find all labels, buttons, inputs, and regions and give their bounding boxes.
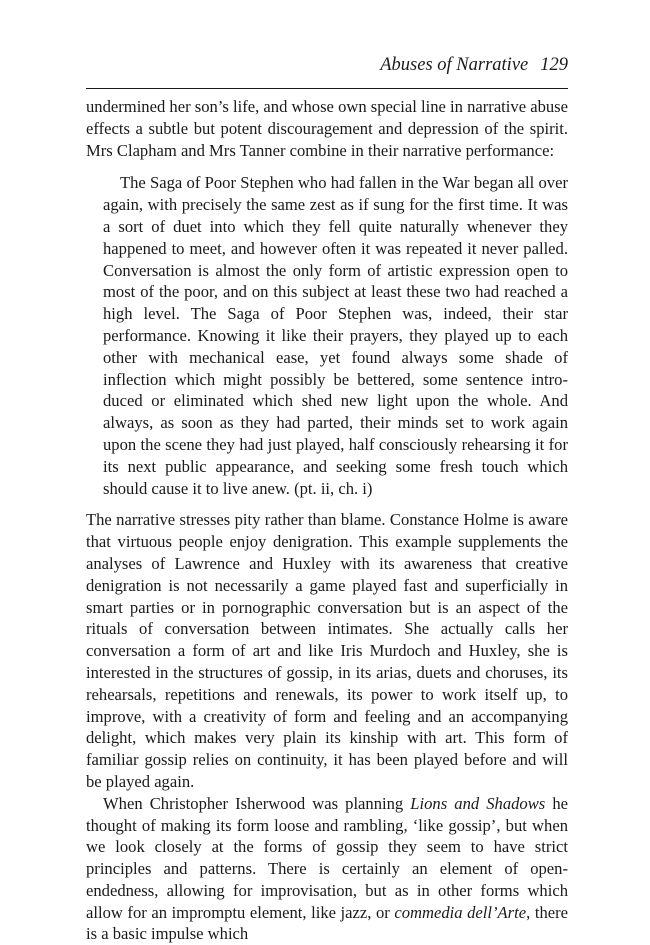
header-rule	[86, 88, 568, 89]
paragraph-2: The narrative stresses pity rather than blame. Constance Holme is aware that virtuous people enjoy denigration. This example supplements the analyses of Lawrence and Huxley with its awareness that creative denigration is not necessarily a game played fast and superficially in smart parties or in pornographic conversation but is an aspect of the rituals of conversation between intimates. She actually calls her conversation a form of art and like Iris Murdoch and Huxley, she is interested in the structures of gossip, in its arias, duets and choruses, its rehearsals, repetitions and renewals, its power to work itself up, to improve, with a creativity of form and feeling and an accompanying delight, which makes very plain its kinship with art. This form of familiar gossip relies on continuity, it has been played before and will be played again.	[86, 510, 568, 791]
paragraph-3-text-a: When Christopher Isherwood was planning	[103, 793, 411, 813]
block-quote: The Saga of Poor Stephen who had fallen in the War began all over again, with precisely the same zest as if sung for the first time. It was a sort of duet into which they fell quite naturally whenever they happened to meet, and however often it was repeated it never palled. Conversation is almost the only form of artistic expression open to most of the poor, and on this subject at least these two had reached a high level. The Saga of Poor Stephen was, indeed, their star performance. Knowing it like their prayers, they played up to each other with mechanical ease, yet found always some shade of inflection which might possibly be bettered, some sentence introduced or eliminated which shed new light upon the whole. And always, as soon as they had parted, their minds set to work again upon the scene they had just played, half consciously rehearsing it for its next public appearance, and seeking some fresh touch which should cause it to live anew. (pt. ii, ch. i)	[103, 173, 568, 498]
paragraph-3-text-b: he thought of making its form loose and rambling, ‘like gossip’, but when we look closely at the forms of gossip they seem to have strict principles and patterns. There is certainly an element of open-endedness, allowing for improvisation, but as in other forms which allow for an impromptu element, like jazz, or	[86, 793, 568, 922]
page-number: 129	[540, 55, 568, 75]
paragraph-3-text-c: , there is a basic impulse which	[86, 902, 569, 944]
term-commedia-dellarte: commedia dell’Arte	[394, 902, 527, 922]
book-page	[86, 54, 568, 945]
running-head	[86, 54, 568, 78]
book-title-lions-and-shadows: Lions and Shadows	[410, 793, 546, 813]
paragraph-1: undermined her son’s life, and whose own special line in narrative abuse effects a subtle but potent discouragement and depression of the spirit. Mrs Clapham and Mrs Tanner combine in their narrative performance:	[86, 97, 568, 160]
paragraph-3	[86, 793, 568, 945]
running-title: Abuses of Narrative	[380, 55, 529, 75]
